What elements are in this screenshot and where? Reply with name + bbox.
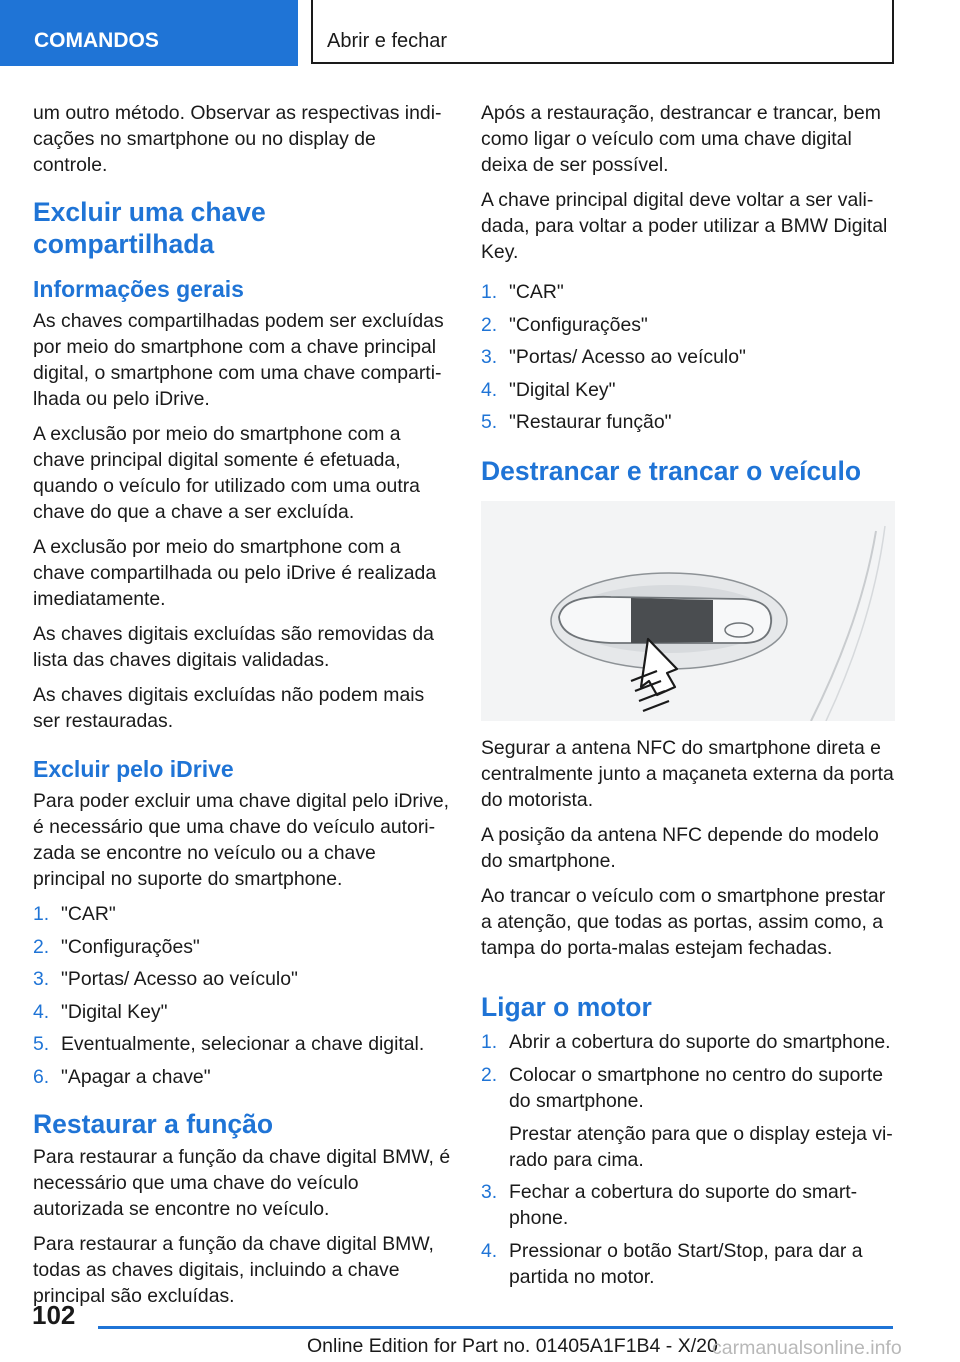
list-item (481, 1062, 897, 1173)
step-number: 6. (33, 1065, 50, 1088)
list-item (33, 966, 451, 992)
step-text: "CAR" (509, 281, 564, 303)
watermark: carmanualsonline.info (712, 1337, 902, 1359)
list-item (33, 934, 451, 960)
paragraph: As chaves digitais excluídas não podem mais ser restauradas. (33, 684, 425, 732)
paragraph: A posição da antena NFC depende do modelo do smartphone. (481, 824, 879, 872)
list-item (481, 377, 897, 403)
list-item (481, 1238, 897, 1290)
step-number: 1. (33, 903, 50, 925)
step-number: 4. (33, 1000, 50, 1023)
heading-destrancar-trancar: Destrancar e trancar o veículo (481, 456, 862, 486)
step-number: 5. (481, 411, 498, 433)
paragraph: Para restaurar a função da chave digital BMW, é necessário que uma chave do veículo autorizada se encontre no veículo. (33, 1145, 451, 1220)
page-number: 102 (32, 1300, 76, 1330)
edition-text: Online Edition for Part no. 01405A1F1B4 - X/20 (307, 1335, 718, 1357)
step-text: "Configurações" (61, 935, 200, 958)
paragraph: A chave principal digital deve voltar a ser validada, para voltar a poder utilizar a BMW Digital Key. (481, 189, 888, 263)
left-column (33, 100, 451, 1318)
intro-paragraph: um outro método. Observar as respectivas indicações no smartphone ou no display de controle. (33, 102, 442, 176)
step-text: "Apagar a chave" (61, 1065, 211, 1088)
step-note: Prestar atenção para que o display esteja virado para cima. (509, 1122, 893, 1171)
step-number: 3. (33, 968, 50, 990)
step-text: "Restaurar função" (509, 411, 672, 433)
list-item (33, 1031, 451, 1057)
paragraph: As chaves digitais excluídas são removidas da lista das chaves digitais validadas. (33, 623, 434, 671)
step-number: 1. (481, 1031, 498, 1053)
door-handle-drawing (481, 501, 895, 721)
paragraph: A exclusão por meio do smartphone com a chave principal digital somente é efetuada, quando o veículo for utilizado com uma outra chave do que a chave a ser excluída. (33, 423, 420, 523)
step-text: "Digital Key" (61, 1000, 168, 1023)
step-text: "Configurações" (509, 313, 648, 336)
heading-ligar-motor: Ligar o motor (481, 992, 652, 1022)
paragraph: Para poder excluir uma chave digital pelo iDrive, é necessário que uma chave do veículo autorizada se encontre no veículo ou a chave principal no suporte do smartphone. (33, 790, 450, 890)
step-number: 4. (481, 1239, 498, 1262)
step-text: "Portas/ Acesso ao veículo" (61, 968, 298, 990)
paragraph: Após a restauração, destrancar e trancar, bem como ligar o veículo com uma chave digital deixa de ser possível. (481, 102, 881, 176)
right-column (481, 100, 897, 1304)
step-number: 3. (481, 346, 498, 368)
paragraph: Para restaurar a função da chave digital BMW, todas as chaves digitais, incluindo a chave principal são excluídas. (33, 1232, 434, 1307)
list-item (481, 312, 897, 338)
list-item (481, 344, 897, 370)
list-item (33, 999, 451, 1025)
list-item (33, 901, 451, 927)
steps-list-restaurar (481, 279, 897, 435)
chapter-title: Abrir e fechar (311, 0, 894, 64)
heading-informacoes-gerais: Informações gerais (33, 276, 244, 302)
step-text: "Portas/ Acesso ao veículo" (509, 346, 746, 368)
footer-divider (98, 1326, 893, 1329)
step-number: 4. (481, 378, 498, 401)
heading-restaurar-funcao: Restaurar a função (33, 1108, 274, 1139)
step-text: Pressionar o botão Start/Stop, para dar a partida no motor. (509, 1239, 863, 1288)
step-text: Eventualmente, selecionar a chave digital. (61, 1033, 425, 1055)
steps-list-motor (481, 1029, 897, 1290)
paragraph: Segurar a antena NFC do smartphone direta e centralmente junto a maçaneta externa da porta do motorista. (481, 737, 894, 811)
door-handle-illustration (481, 501, 895, 721)
list-item (33, 1064, 451, 1090)
heading-excluir-chave: Excluir uma chave compartilhada (33, 197, 266, 259)
step-number: 5. (33, 1033, 50, 1055)
step-text: Abrir a cobertura do suporte do smartphone. (509, 1031, 891, 1053)
list-item (481, 409, 897, 435)
step-number: 1. (481, 281, 498, 303)
step-number: 2. (481, 313, 498, 336)
list-item (481, 279, 897, 305)
step-number: 2. (33, 935, 50, 958)
section-tab: COMANDOS (0, 0, 298, 66)
paragraph: A exclusão por meio do smartphone com a chave compartilhada ou pelo iDrive é realizada imediatamente. (33, 536, 437, 610)
step-text: "Digital Key" (509, 378, 616, 401)
step-text: Fechar a cobertura do suporte do smartphone. (509, 1181, 858, 1229)
heading-excluir-idrive: Excluir pelo iDrive (33, 756, 234, 782)
step-number: 3. (481, 1181, 498, 1203)
paragraph: Ao trancar o veículo com o smartphone prestar a atenção, que todas as portas, assim como, a tampa do porta-malas estejam fechadas. (481, 885, 886, 959)
step-text: Colocar o smartphone no centro do suporte do smartphone. (509, 1063, 884, 1112)
step-text: "CAR" (61, 903, 116, 925)
list-item (481, 1029, 897, 1055)
step-number: 2. (481, 1063, 498, 1086)
paragraph: As chaves compartilhadas podem ser excluídas por meio do smartphone com a chave principal digital, o smartphone com uma chave compartilhada ou pelo iDrive. (33, 310, 444, 410)
steps-list-excluir (33, 901, 451, 1090)
list-item (481, 1179, 897, 1231)
